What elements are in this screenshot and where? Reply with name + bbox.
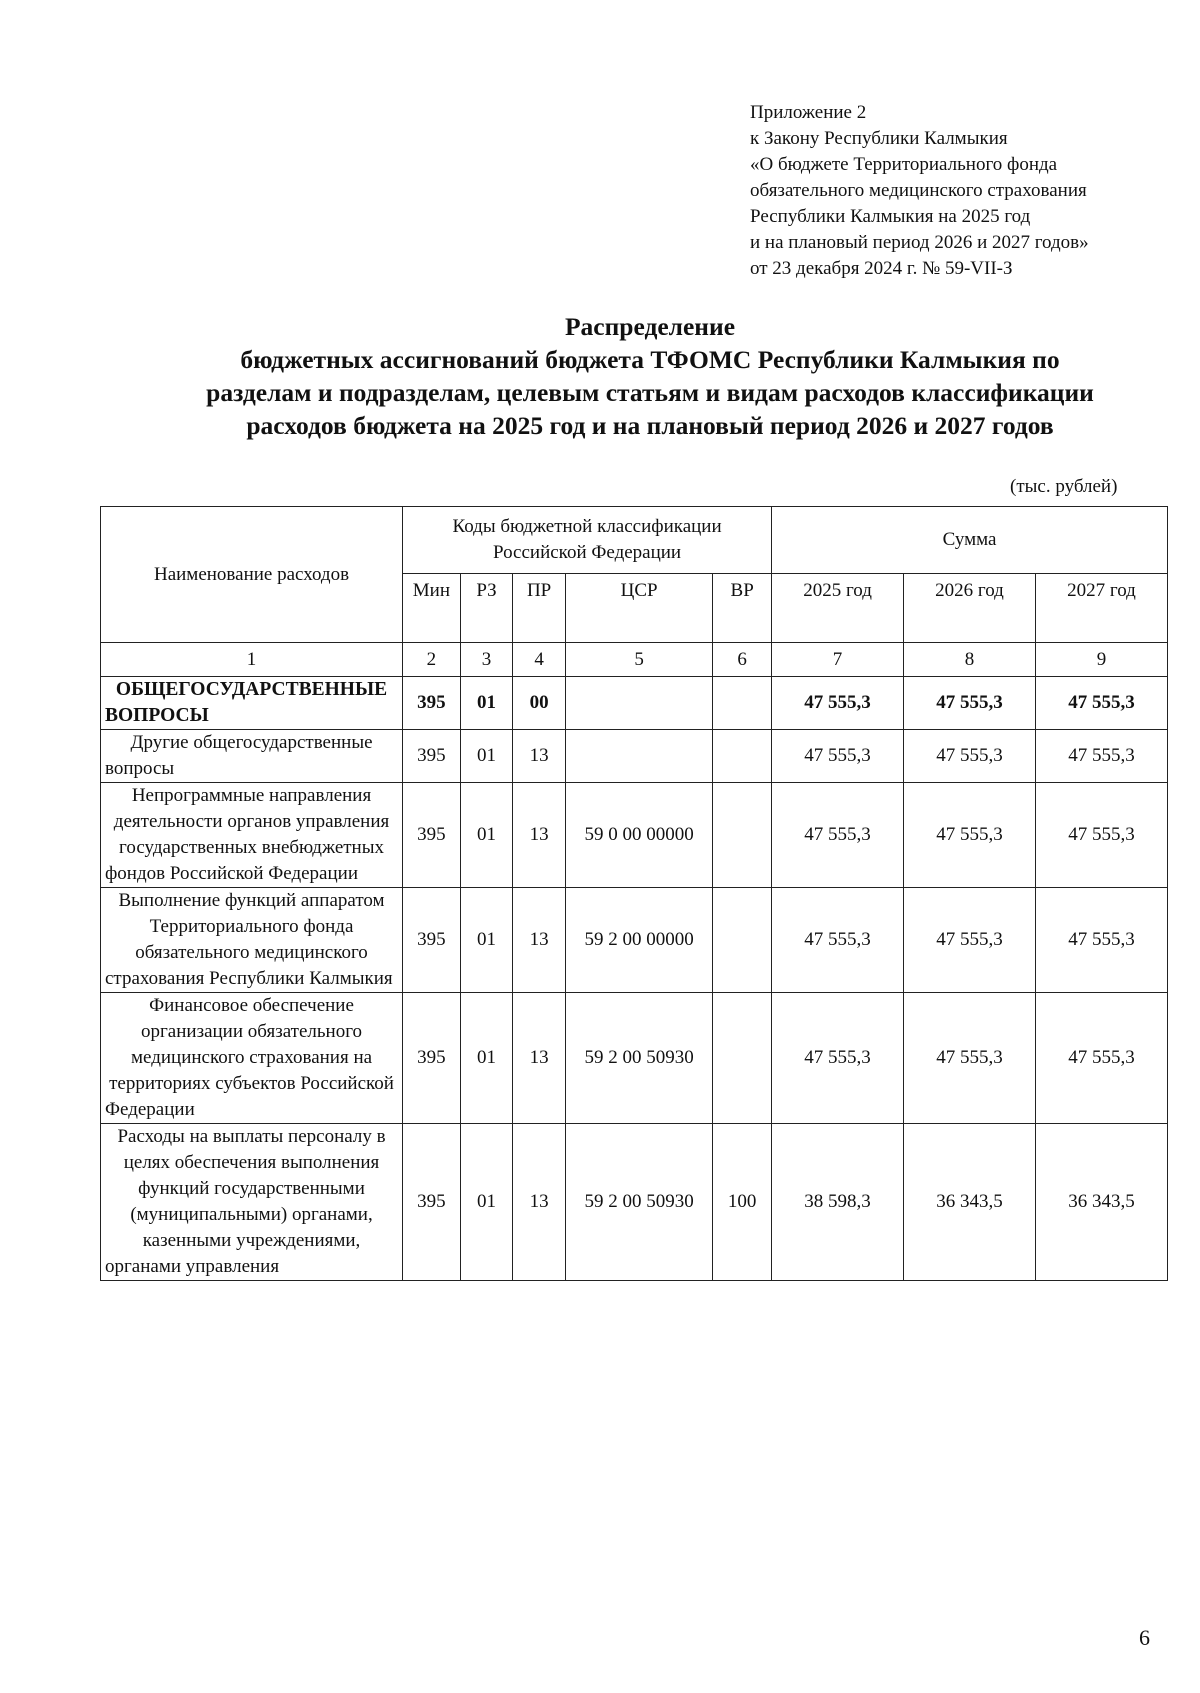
table-row [101, 677, 1168, 730]
appendix-line: «О бюджете Территориального фонда [750, 154, 1058, 175]
cell-y2027: 47 555,3 [1035, 888, 1167, 993]
appendix-line: и на плановый период 2026 и 2027 годов» [750, 232, 1089, 253]
table-row [101, 783, 1168, 888]
cell-vr [713, 993, 772, 1124]
title-line: бюджетных ассигнований бюджета ТФОМС Республики Калмыкия по [240, 345, 1060, 374]
cell-csr: 59 0 00 00000 [565, 783, 712, 888]
cell-csr: 59 2 00 50930 [565, 1124, 712, 1281]
cell-y2027: 47 555,3 [1035, 783, 1167, 888]
cell-csr [565, 730, 712, 783]
cell-vr [713, 677, 772, 730]
table-row [101, 888, 1168, 993]
cell-y2025: 47 555,3 [772, 993, 904, 1124]
title-line: Распределение [564, 312, 736, 341]
cell-vr [713, 783, 772, 888]
header-min: Мин [403, 574, 461, 643]
col-number: 4 [513, 643, 566, 677]
cell-y2025: 47 555,3 [772, 677, 904, 730]
cell-min: 395 [403, 730, 461, 783]
header-csr: ЦСР [565, 574, 712, 643]
col-number: 9 [1035, 643, 1167, 677]
header-2026: 2026 год [904, 574, 1036, 643]
header-2025: 2025 год [772, 574, 904, 643]
cell-y2027: 36 343,5 [1035, 1124, 1167, 1281]
title-line: разделам и подразделам, целевым статьям и видам расходов классификации [206, 378, 1094, 407]
cell-y2026: 47 555,3 [904, 730, 1036, 783]
cell-y2026: 47 555,3 [904, 888, 1036, 993]
cell-pr: 13 [513, 783, 566, 888]
cell-rz: 01 [460, 1124, 513, 1281]
table-row [101, 993, 1168, 1124]
cell-rz: 01 [460, 783, 513, 888]
header-pr: ПР [513, 574, 566, 643]
budget-table [100, 506, 1168, 1281]
col-number: 6 [713, 643, 772, 677]
cell-vr [713, 888, 772, 993]
title-line: расходов бюджета на 2025 год и на плановый период 2026 и 2027 годов [246, 411, 1054, 440]
page-number: 6 [1139, 1625, 1150, 1650]
appendix-line: к Закону Республики Калмыкия [750, 128, 1008, 149]
col-number: 8 [904, 643, 1036, 677]
cell-y2025: 47 555,3 [772, 730, 904, 783]
row-name: Другие общегосударственные вопросы [101, 730, 403, 783]
header-codes-group: Коды бюджетной классификации Российской Федерации [403, 507, 772, 574]
cell-rz: 01 [460, 888, 513, 993]
cell-min: 395 [403, 677, 461, 730]
cell-y2025: 47 555,3 [772, 783, 904, 888]
cell-pr: 00 [513, 677, 566, 730]
cell-y2027: 47 555,3 [1035, 730, 1167, 783]
cell-y2025: 38 598,3 [772, 1124, 904, 1281]
cell-vr: 100 [713, 1124, 772, 1281]
column-number-row [101, 643, 1168, 677]
header-vr: ВР [713, 574, 772, 643]
row-name: Непрограммные направления деятельности органов управления государственных внебюджетных фондов Российской Федерации [101, 783, 403, 888]
cell-min: 395 [403, 783, 461, 888]
cell-rz: 01 [460, 730, 513, 783]
cell-y2026: 47 555,3 [904, 993, 1036, 1124]
cell-min: 395 [403, 888, 461, 993]
cell-y2026: 47 555,3 [904, 677, 1036, 730]
appendix-block [750, 100, 1170, 282]
cell-pr: 13 [513, 730, 566, 783]
cell-y2026: 47 555,3 [904, 783, 1036, 888]
document-title [60, 310, 1200, 442]
appendix-line: обязательного медицинского страхования [750, 180, 1087, 201]
header-rz: РЗ [460, 574, 513, 643]
row-name: Расходы на выплаты персоналу в целях обеспечения выполнения функций государственными (муниципальными) органами, казенными учреждениями, органами управления [101, 1124, 403, 1281]
col-number: 7 [772, 643, 904, 677]
row-name: Финансовое обеспечение организации обязательного медицинского страхования на территориях субъектов Российской Федерации [101, 993, 403, 1124]
cell-rz: 01 [460, 677, 513, 730]
appendix-line: от 23 декабря 2024 г. № 59-VII-З [750, 258, 1013, 279]
header-sum-group: Сумма [772, 507, 1168, 574]
cell-min: 395 [403, 993, 461, 1124]
appendix-line: Приложение 2 [750, 102, 867, 123]
cell-csr [565, 677, 712, 730]
header-2027: 2027 год [1035, 574, 1167, 643]
cell-y2026: 36 343,5 [904, 1124, 1036, 1281]
cell-min: 395 [403, 1124, 461, 1281]
table-row [101, 1124, 1168, 1281]
cell-rz: 01 [460, 993, 513, 1124]
cell-y2025: 47 555,3 [772, 888, 904, 993]
table-row [101, 730, 1168, 783]
col-number: 5 [565, 643, 712, 677]
row-name: ОБЩЕГОСУДАРСТВЕННЫЕ ВОПРОСЫ [101, 677, 403, 730]
col-number: 3 [460, 643, 513, 677]
row-name: Выполнение функций аппаратом Территориального фонда обязательного медицинского страхования Республики Калмыкия [101, 888, 403, 993]
units-label: (тыс. рублей) [1010, 476, 1118, 497]
cell-pr: 13 [513, 888, 566, 993]
cell-y2027: 47 555,3 [1035, 677, 1167, 730]
header-row-top [101, 507, 1168, 574]
appendix-line: Республики Калмыкия на 2025 год [750, 206, 1031, 227]
cell-vr [713, 730, 772, 783]
col-number: 2 [403, 643, 461, 677]
cell-pr: 13 [513, 1124, 566, 1281]
header-name: Наименование расходов [101, 507, 403, 643]
col-number: 1 [101, 643, 403, 677]
cell-csr: 59 2 00 50930 [565, 993, 712, 1124]
cell-csr: 59 2 00 00000 [565, 888, 712, 993]
cell-pr: 13 [513, 993, 566, 1124]
cell-y2027: 47 555,3 [1035, 993, 1167, 1124]
